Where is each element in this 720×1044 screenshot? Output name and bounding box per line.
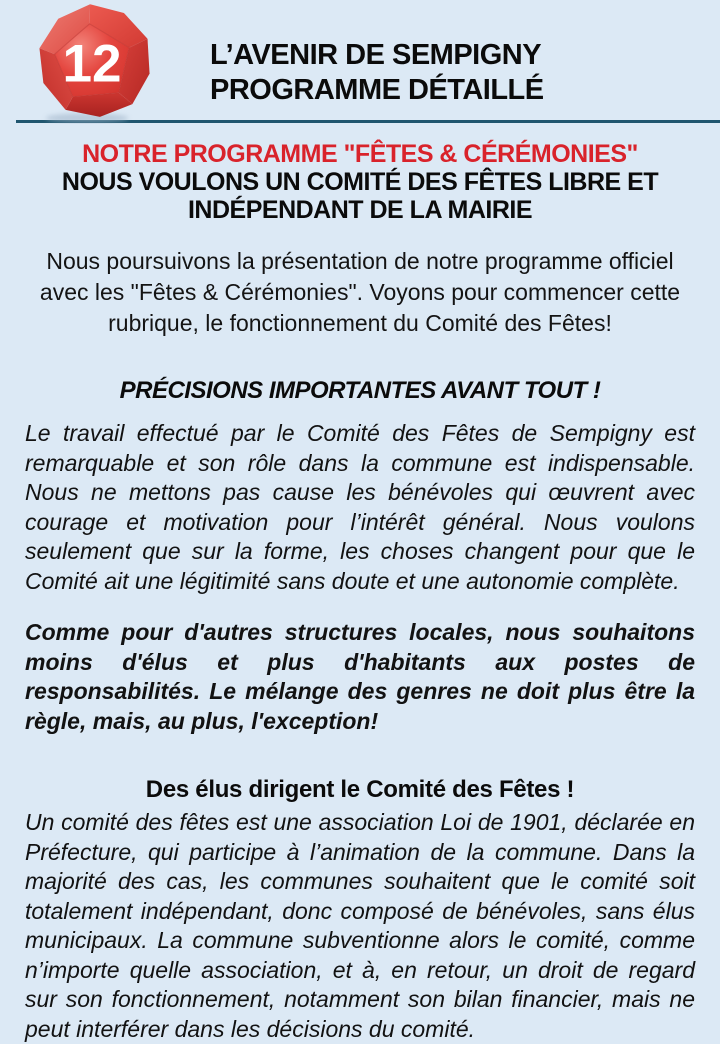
red-gem-icon: [36, 2, 154, 124]
elus-heading: Des élus dirigent le Comité des Fêtes !: [145, 776, 575, 803]
header: [0, 0, 720, 120]
structures-paragraph: Comme pour d'autres structures locales, nous souhaitons moins d'élus et plus d'habitants aux postes de responsabilités. Le mélange des genres ne doit plus être la règle, mais, au plus, l'exception!: [25, 619, 695, 734]
precisions-heading: PRÉCISIONS IMPORTANTES AVANT TOUT !: [119, 377, 601, 404]
content: [0, 140, 720, 1044]
page-title-line2: PROGRAMME DÉTAILLÉ: [210, 74, 544, 106]
program-statement-heading: NOUS VOULONS UN COMITÉ DES FÊTES LIBRE ET INDÉPENDANT DE LA MAIRIE: [61, 168, 659, 224]
badge-number: 12: [62, 34, 122, 94]
page-title-line1: L’AVENIR DE SEMPIGNY: [210, 39, 542, 71]
precisions-paragraph: Le travail effectué par le Comité des Fêtes de Sempigny est remarquable et son rôle dans la commune est indispensable. Nous ne mettons pas cause les bénévoles qui œuvrent avec courage et motivation pour l’intérêt général. Nous voulons seulement que sur la forme, les choses changent pour que le Comité ait une légitimité sans doute et une autonomie complète.: [25, 420, 695, 594]
intro-paragraph: Nous poursuivons la présentation de notre programme officiel avec les "Fêtes & Cérémonies". Voyons pour commencer cette rubrique, le fonctionnement du Comité des Fêtes!: [39, 248, 681, 336]
comite-paragraph: Un comité des fêtes est une association Loi de 1901, déclarée en Préfecture, qui participe à l’animation de la commune. Dans la majorité des cas, les communes souhaitent que le comité soit totalement indépendant, donc composé de bénévoles, sans élus municipaux. La commune subventionne alors le comité, comme n’importe quelle association, et à, en retour, un droit de regard sur son fonctionnement, notamment son bilan financier, mais ne peut interférer dans les décisions du comité.: [25, 809, 695, 1042]
program-section-heading: NOTRE PROGRAMME "FÊTES & CÉRÉMONIES": [82, 140, 638, 168]
page-title: [210, 38, 544, 108]
